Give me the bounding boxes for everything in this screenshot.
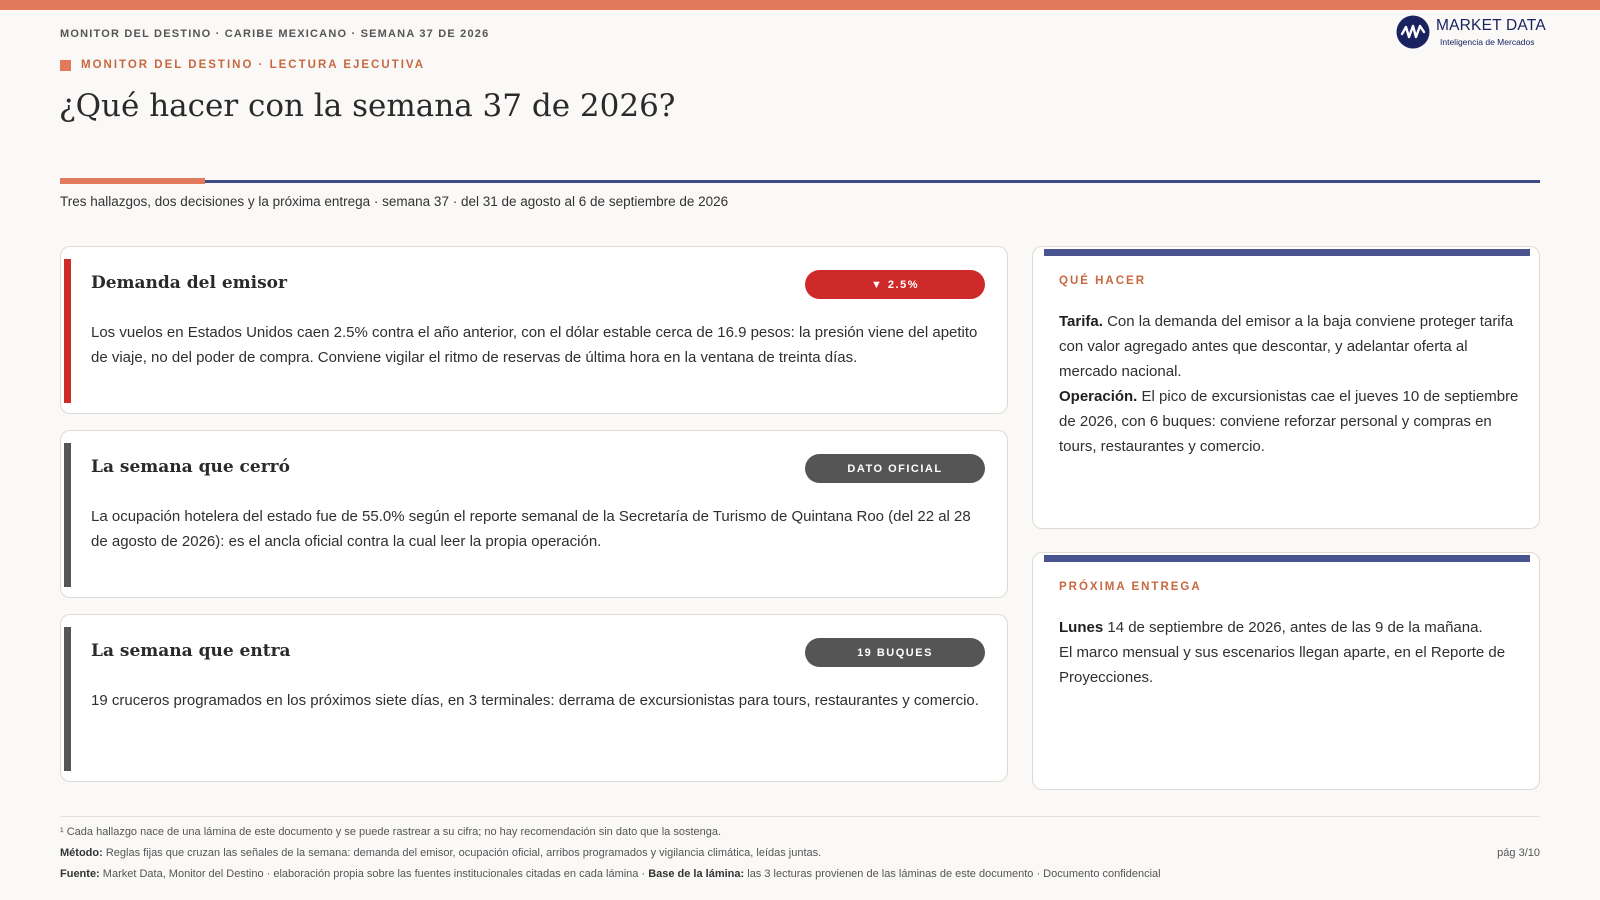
footer-rule [60,816,1540,817]
next-delivery-lead: Lunes [1059,619,1104,636]
next-delivery-date [1059,615,1519,640]
logo [1396,15,1546,49]
page-title: ¿Qué hacer con la semana 37 de 2026? [59,88,676,124]
logo-tagline: Inteligencia de Mercados [1440,37,1535,47]
actions-label: QUÉ HACER [1059,275,1147,287]
logo-name: MARKET DATA [1436,17,1546,34]
next-delivery-note: El marco mensual y sus escenarios llegan aparte, en el Reporte de Proyecciones. [1059,644,1506,686]
source-label: Fuente: [60,868,100,880]
action-lead: Operación. [1059,388,1138,405]
finding-body: Los vuelos en Estados Unidos caen 2.5% contra el año anterior, con el dólar estable cerca de 16.9 pesos: la presión viene del apetito de viaje, no del poder de compra. Conviene vigilar el ritmo de reservas de última hora en la ventana de treinta días. [91,324,978,366]
finding-stripe [64,443,71,587]
method-label: Método: [60,847,103,859]
section-square-icon [60,60,71,71]
header-rule-accent [60,178,205,184]
header-rule [60,180,1540,183]
finding-title: La semana que entra [91,641,291,661]
base-label: Base de la lámina: [648,868,745,880]
finding-title: Demanda del emisor [91,273,287,293]
market-data-logo-icon [1396,15,1430,49]
finding-stripe [64,627,71,771]
actions-panel [1032,246,1540,529]
base-text: las 3 lecturas provienen de las láminas de este documento · Documento confidencial [744,868,1161,880]
next-delivery-body [1059,615,1519,690]
finding-badge: 19 BUQUES [805,638,985,667]
finding-card-next-week [60,614,1008,782]
logo-text [1436,17,1546,47]
source-note [60,868,1161,880]
finding-title: La semana que cerró [91,457,290,477]
panel-top-bar [1044,249,1530,256]
header-kicker: MONITOR DEL DESTINO · CARIBE MEXICANO · SEMANA 37 DE 2026 [60,28,490,40]
top-accent-bar [0,0,1600,10]
actions-body [1059,309,1519,459]
finding-body: La ocupación hotelera del estado fue de 55.0% según el reporte semanal de la Secretaría de Turismo de Quintana Roo (del 22 al 28 de agosto de 2026): es el ancla oficial contra la cual leer la propia operación. [91,508,971,550]
finding-card-demand [60,246,1008,414]
method-text: Reglas fijas que cruzan las señales de la semana: demanda del emisor, ocupación oficial, arribos programados y vigilancia climática, leídas juntas. [102,847,822,859]
action-text: El pico de excursionistas cae el jueves 10 de septiembre de 2026, con 6 buques: conviene reforzar personal y compras en tours, restaurantes y comercio. [1059,388,1519,455]
finding-card-last-week [60,430,1008,598]
action-item-tarifa [1059,309,1519,384]
method-note [60,847,821,859]
next-delivery-label: PRÓXIMA ENTREGA [1059,581,1202,593]
finding-badge: DATO OFICIAL [805,454,985,483]
page-subtitle: Tres hallazgos, dos decisiones y la próxima entrega · semana 37 · del 31 de agosto al 6 de septiembre de 2026 [60,194,729,209]
finding-badge: ▼ 2.5% [805,270,985,299]
next-delivery-date-text: 14 de septiembre de 2026, antes de las 9 de la mañana. [1103,619,1483,636]
section-tag [60,59,425,71]
action-text: Con la demanda del emisor a la baja conviene proteger tarifa con valor agregado antes que descontar, y adelantar oferta al mercado nacional. [1059,313,1514,380]
action-item-operacion [1059,384,1519,459]
page-number: pág 3/10 [1497,847,1540,859]
action-lead: Tarifa. [1059,313,1103,330]
footnote: ¹ Cada hallazgo nace de una lámina de este documento y se puede rastrear a su cifra; no hay recomendación sin dato que la sostenga. [60,826,722,838]
panel-top-bar [1044,555,1530,562]
finding-stripe [64,259,71,403]
next-delivery-panel [1032,552,1540,790]
section-tag-label: MONITOR DEL DESTINO · LECTURA EJECUTIVA [81,59,426,71]
source-text: Market Data, Monitor del Destino · elaboración propia sobre las fuentes institucionales citadas en cada lámina · [99,868,649,880]
finding-body: 19 cruceros programados en los próximos siete días, en 3 terminales: derrama de excursionistas para tours, restaurantes y comercio. [91,692,979,709]
